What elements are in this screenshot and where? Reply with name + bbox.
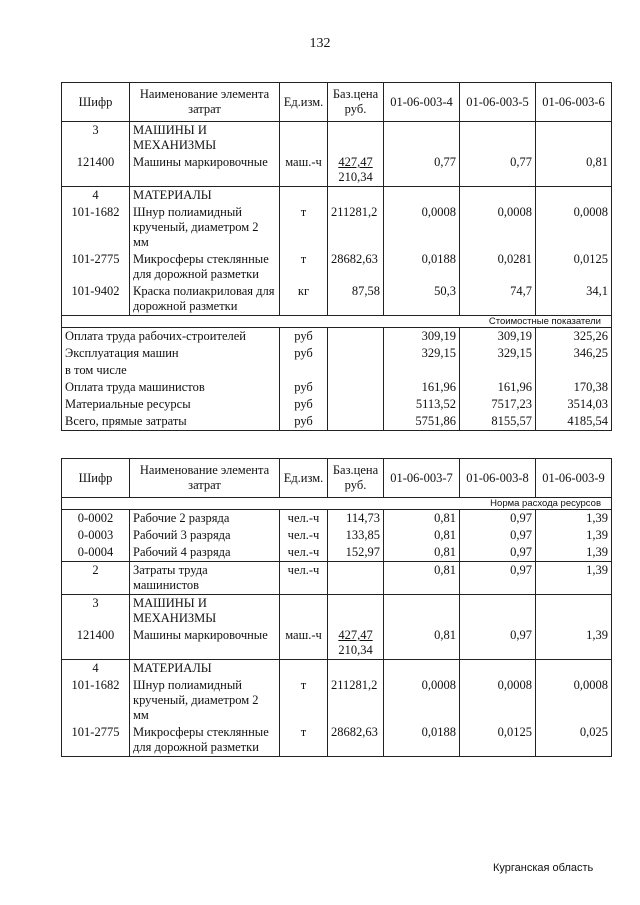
table-row bbox=[62, 345, 612, 362]
row-value: 0,97 bbox=[460, 544, 536, 562]
row-value: 0,97 bbox=[460, 562, 536, 595]
row-code: 0-0003 bbox=[62, 527, 130, 544]
row-unit: кг bbox=[280, 283, 328, 316]
row-name: Краска полиакриловая для дорожной разметки bbox=[130, 283, 280, 316]
total-unit: руб bbox=[280, 345, 328, 362]
row-code: 101-2775 bbox=[62, 724, 130, 757]
row-name: Микросферы стеклянные для дорожной разметки bbox=[130, 251, 280, 283]
row-code: 0-0004 bbox=[62, 544, 130, 562]
total-unit: руб bbox=[280, 328, 328, 346]
total-value: 346,25 bbox=[536, 345, 612, 362]
row-value: 1,39 bbox=[536, 510, 612, 528]
row-value: 0,81 bbox=[384, 527, 460, 544]
table-row bbox=[62, 660, 612, 678]
row-value: 1,39 bbox=[536, 627, 612, 660]
row-name: Шнур полиамидный крученый, диаметром 2 мм bbox=[130, 677, 280, 724]
resource-table-2 bbox=[61, 458, 612, 757]
total-name: Эксплуатация машин bbox=[62, 345, 280, 362]
row-value: 0,0188 bbox=[384, 724, 460, 757]
section-title: МАШИНЫ И МЕХАНИЗМЫ bbox=[130, 122, 280, 155]
row-unit: чел.-ч bbox=[280, 527, 328, 544]
col-price-header: Баз.цена руб. bbox=[328, 83, 384, 122]
row-name: Затраты труда машинистов bbox=[130, 562, 280, 595]
table-row bbox=[62, 251, 612, 283]
row-unit: т bbox=[280, 204, 328, 251]
row-value: 0,025 bbox=[536, 724, 612, 757]
col-header: 01-06-003-5 bbox=[460, 83, 536, 122]
row-value: 1,39 bbox=[536, 562, 612, 595]
table-row bbox=[62, 562, 612, 595]
total-value: 5751,86 bbox=[384, 413, 460, 431]
row-name: Микросферы стеклянные для дорожной разметки bbox=[130, 724, 280, 757]
resource-table-1 bbox=[61, 82, 612, 431]
row-value: 1,39 bbox=[536, 544, 612, 562]
total-unit: руб bbox=[280, 396, 328, 413]
row-name: Рабочий 3 разряда bbox=[130, 527, 280, 544]
section-title: МАТЕРИАЛЫ bbox=[130, 660, 280, 678]
total-value: 3514,03 bbox=[536, 396, 612, 413]
table-row bbox=[62, 362, 612, 379]
col-code-header: Шифр bbox=[62, 83, 130, 122]
row-value: 34,1 bbox=[536, 283, 612, 316]
row-value: 0,0188 bbox=[384, 251, 460, 283]
col-name-header: Наименование элемента затрат bbox=[130, 459, 280, 498]
row-code: 121400 bbox=[62, 627, 130, 660]
row-unit: маш.-ч bbox=[280, 627, 328, 660]
table-row bbox=[62, 154, 612, 187]
row-value: 0,77 bbox=[384, 154, 460, 187]
section-title: МАТЕРИАЛЫ bbox=[130, 187, 280, 205]
table-row bbox=[62, 527, 612, 544]
table-row bbox=[62, 379, 612, 396]
row-unit: т bbox=[280, 724, 328, 757]
row-price: 211281,2 bbox=[328, 677, 384, 724]
table-row bbox=[62, 627, 612, 660]
total-value: 8155,57 bbox=[460, 413, 536, 431]
row-price: 87,58 bbox=[328, 283, 384, 316]
row-unit: т bbox=[280, 251, 328, 283]
row-value: 1,39 bbox=[536, 527, 612, 544]
row-name: Машины маркировочные bbox=[130, 627, 280, 660]
banner-label: Стоимостные показатели bbox=[62, 316, 612, 328]
table-row bbox=[62, 396, 612, 413]
row-price bbox=[328, 154, 384, 187]
table-row bbox=[62, 283, 612, 316]
col-price-header: Баз.цена руб. bbox=[328, 459, 384, 498]
col-header: 01-06-003-8 bbox=[460, 459, 536, 498]
col-header: 01-06-003-9 bbox=[536, 459, 612, 498]
table-row bbox=[62, 328, 612, 346]
total-value: 161,96 bbox=[460, 379, 536, 396]
row-name: Машины маркировочные bbox=[130, 154, 280, 187]
col-header: 01-06-003-7 bbox=[384, 459, 460, 498]
section-number: 2 bbox=[62, 562, 130, 595]
table-header bbox=[62, 459, 612, 498]
total-value: 161,96 bbox=[384, 379, 460, 396]
total-value: 5113,52 bbox=[384, 396, 460, 413]
row-price bbox=[328, 627, 384, 660]
row-price: 133,85 bbox=[328, 527, 384, 544]
section-number: 3 bbox=[62, 595, 130, 628]
row-value: 0,0281 bbox=[460, 251, 536, 283]
row-value: 0,97 bbox=[460, 627, 536, 660]
row-value: 0,0008 bbox=[536, 204, 612, 251]
table-row bbox=[62, 413, 612, 431]
section-number: 4 bbox=[62, 187, 130, 205]
table-row bbox=[62, 724, 612, 757]
table-row bbox=[62, 187, 612, 205]
row-value: 0,81 bbox=[384, 562, 460, 595]
col-name-header: Наименование элемента затрат bbox=[130, 83, 280, 122]
col-header: 01-06-003-6 bbox=[536, 83, 612, 122]
table-row bbox=[62, 595, 612, 628]
row-code: 0-0002 bbox=[62, 510, 130, 528]
total-value: 309,19 bbox=[460, 328, 536, 346]
table-row bbox=[62, 204, 612, 251]
row-value: 0,81 bbox=[384, 627, 460, 660]
col-unit-header: Ед.изм. bbox=[280, 83, 328, 122]
row-value: 50,3 bbox=[384, 283, 460, 316]
table-header bbox=[62, 83, 612, 122]
cost-indicators-banner bbox=[62, 316, 612, 328]
row-price: 114,73 bbox=[328, 510, 384, 528]
row-value: 0,0008 bbox=[460, 204, 536, 251]
price-secondary: 210,34 bbox=[338, 170, 373, 184]
table-row bbox=[62, 544, 612, 562]
row-price: 152,97 bbox=[328, 544, 384, 562]
price-primary: 427,47 bbox=[338, 628, 373, 642]
row-unit: маш.-ч bbox=[280, 154, 328, 187]
table-row bbox=[62, 677, 612, 724]
price-primary: 427,47 bbox=[338, 155, 373, 169]
row-code: 101-9402 bbox=[62, 283, 130, 316]
total-value: 309,19 bbox=[384, 328, 460, 346]
resource-norm-banner bbox=[62, 498, 612, 510]
row-name: Рабочий 4 разряда bbox=[130, 544, 280, 562]
table-row bbox=[62, 122, 612, 155]
row-unit: чел.-ч bbox=[280, 544, 328, 562]
col-unit-header: Ед.изм. bbox=[280, 459, 328, 498]
section-title: МАШИНЫ И МЕХАНИЗМЫ bbox=[130, 595, 280, 628]
row-value: 74,7 bbox=[460, 283, 536, 316]
total-unit: руб bbox=[280, 413, 328, 431]
total-value: 325,26 bbox=[536, 328, 612, 346]
banner-label: Норма расхода ресурсов bbox=[62, 498, 612, 510]
price-secondary: 210,34 bbox=[338, 643, 373, 657]
row-value: 0,81 bbox=[536, 154, 612, 187]
row-price: 211281,2 bbox=[328, 204, 384, 251]
row-value: 0,0008 bbox=[460, 677, 536, 724]
total-value: 329,15 bbox=[460, 345, 536, 362]
total-name: Материальные ресурсы bbox=[62, 396, 280, 413]
row-value: 0,0125 bbox=[536, 251, 612, 283]
total-name: Оплата труда машинистов bbox=[62, 379, 280, 396]
row-value: 0,81 bbox=[384, 544, 460, 562]
total-value: 170,38 bbox=[536, 379, 612, 396]
page-number: 132 bbox=[309, 36, 331, 51]
row-unit: т bbox=[280, 677, 328, 724]
col-header: 01-06-003-4 bbox=[384, 83, 460, 122]
section-number: 4 bbox=[62, 660, 130, 678]
row-code: 101-1682 bbox=[62, 677, 130, 724]
row-value: 0,0008 bbox=[536, 677, 612, 724]
row-value: 0,0008 bbox=[384, 204, 460, 251]
row-value: 0,97 bbox=[460, 527, 536, 544]
row-value: 0,0008 bbox=[384, 677, 460, 724]
total-name: Всего, прямые затраты bbox=[62, 413, 280, 431]
row-value: 0,0125 bbox=[460, 724, 536, 757]
total-value: 4185,54 bbox=[536, 413, 612, 431]
total-unit: руб bbox=[280, 379, 328, 396]
row-price: 28682,63 bbox=[328, 251, 384, 283]
row-value: 0,77 bbox=[460, 154, 536, 187]
row-value: 0,81 bbox=[384, 510, 460, 528]
including-label: в том числе bbox=[62, 362, 280, 379]
row-name: Шнур полиамидный крученый, диаметром 2 мм bbox=[130, 204, 280, 251]
row-name: Рабочие 2 разряда bbox=[130, 510, 280, 528]
row-unit: чел.-ч bbox=[280, 510, 328, 528]
table-row bbox=[62, 510, 612, 528]
row-value: 0,97 bbox=[460, 510, 536, 528]
section-number: 3 bbox=[62, 122, 130, 155]
total-name: Оплата труда рабочих-строителей bbox=[62, 328, 280, 346]
footer-region-label: Курганская область bbox=[493, 862, 594, 874]
row-code: 101-1682 bbox=[62, 204, 130, 251]
total-value: 7517,23 bbox=[460, 396, 536, 413]
row-code: 121400 bbox=[62, 154, 130, 187]
row-price: 28682,63 bbox=[328, 724, 384, 757]
row-code: 101-2775 bbox=[62, 251, 130, 283]
total-value: 329,15 bbox=[384, 345, 460, 362]
col-code-header: Шифр bbox=[62, 459, 130, 498]
row-unit: чел.-ч bbox=[280, 562, 328, 595]
